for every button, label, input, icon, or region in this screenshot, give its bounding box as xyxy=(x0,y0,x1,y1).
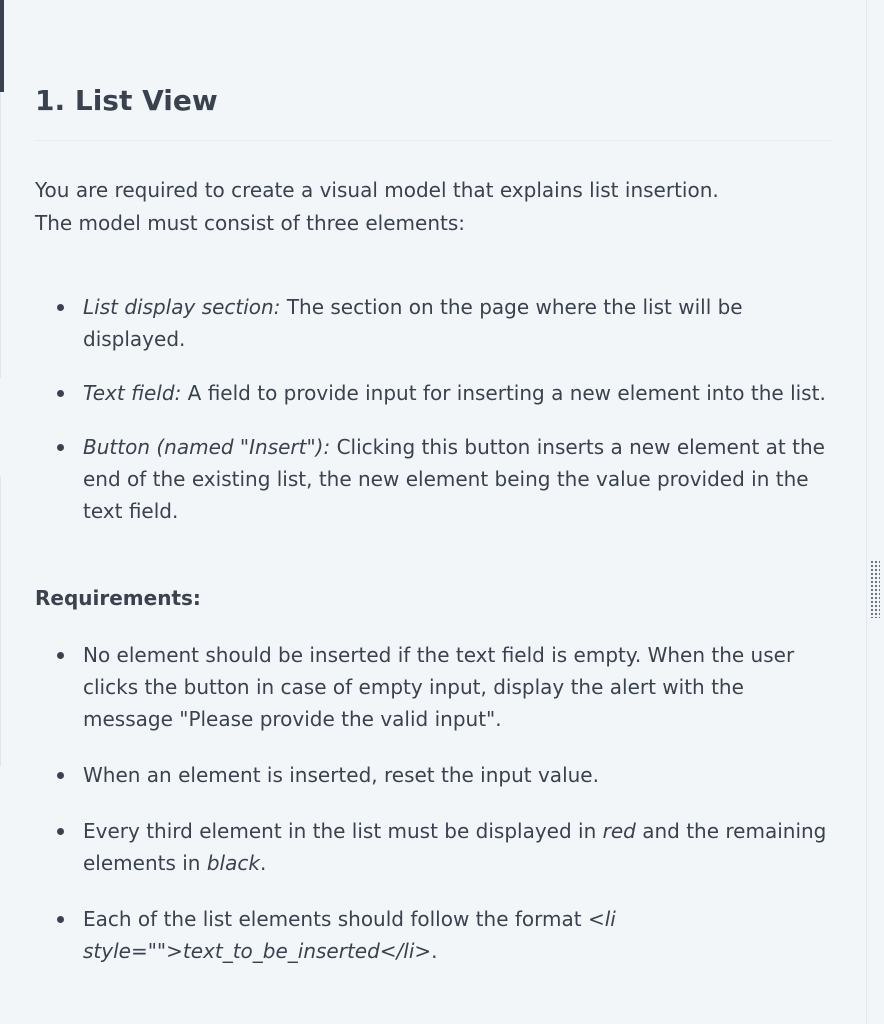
intro-line: The model must consist of three elements: xyxy=(35,211,465,235)
list-item xyxy=(35,291,833,355)
item-text: No element should be inserted if the text field is empty. When the user clicks the button in case of empty input, display the alert with the message "Please provide the valid input". xyxy=(83,643,795,731)
bullet-icon xyxy=(57,916,64,923)
bullet-icon xyxy=(57,444,64,451)
item-text: . xyxy=(259,851,267,875)
section-title: 1. List View xyxy=(35,84,218,117)
emphasis-red: red xyxy=(602,819,636,843)
item-text: and the remaining elements in xyxy=(83,819,827,875)
bullet-icon xyxy=(57,304,64,311)
list-item xyxy=(35,903,833,967)
list-item xyxy=(35,815,833,879)
pane-divider xyxy=(866,0,867,1024)
list-item xyxy=(35,431,833,527)
problem-statement xyxy=(35,82,833,967)
left-edge-line xyxy=(0,92,1,378)
intro-paragraph xyxy=(35,174,833,240)
intro-line: You are required to create a visual model that explains list insertion. xyxy=(35,178,719,202)
left-accent-bar xyxy=(0,0,4,92)
item-term: Text field: xyxy=(83,381,182,405)
item-text: A field to provide input for inserting a new element into the list. xyxy=(181,381,826,405)
bullet-icon xyxy=(57,772,64,779)
bullet-icon xyxy=(57,652,64,659)
item-term: Button (named "Insert"): xyxy=(83,435,331,459)
bullet-icon xyxy=(57,828,64,835)
left-edge-line xyxy=(0,476,1,766)
requirements-list xyxy=(35,639,833,967)
bullet-icon xyxy=(57,390,64,397)
format-example: <li style="">text_to_be_inserted</li> xyxy=(83,907,616,963)
item-text: . xyxy=(431,939,438,963)
list-item xyxy=(35,759,833,791)
requirements-heading: Requirements: xyxy=(35,586,201,610)
item-text: The section on the page where the list will be displayed. xyxy=(83,295,743,351)
list-item xyxy=(35,377,833,409)
item-term: List display section: xyxy=(83,295,281,319)
emphasis-black: black xyxy=(206,851,260,875)
elements-list xyxy=(35,291,833,527)
title-divider xyxy=(35,140,833,141)
item-text: Clicking this button inserts a new element at the end of the existing list, the new element being the value provided in the text field. xyxy=(83,435,825,523)
item-text: Every third element in the list must be displayed in xyxy=(83,819,603,843)
list-item xyxy=(35,639,833,735)
drag-handle-icon[interactable] xyxy=(870,560,880,618)
item-text: When an element is inserted, reset the input value. xyxy=(83,763,599,787)
item-text: Each of the list elements should follow the format xyxy=(83,907,588,931)
